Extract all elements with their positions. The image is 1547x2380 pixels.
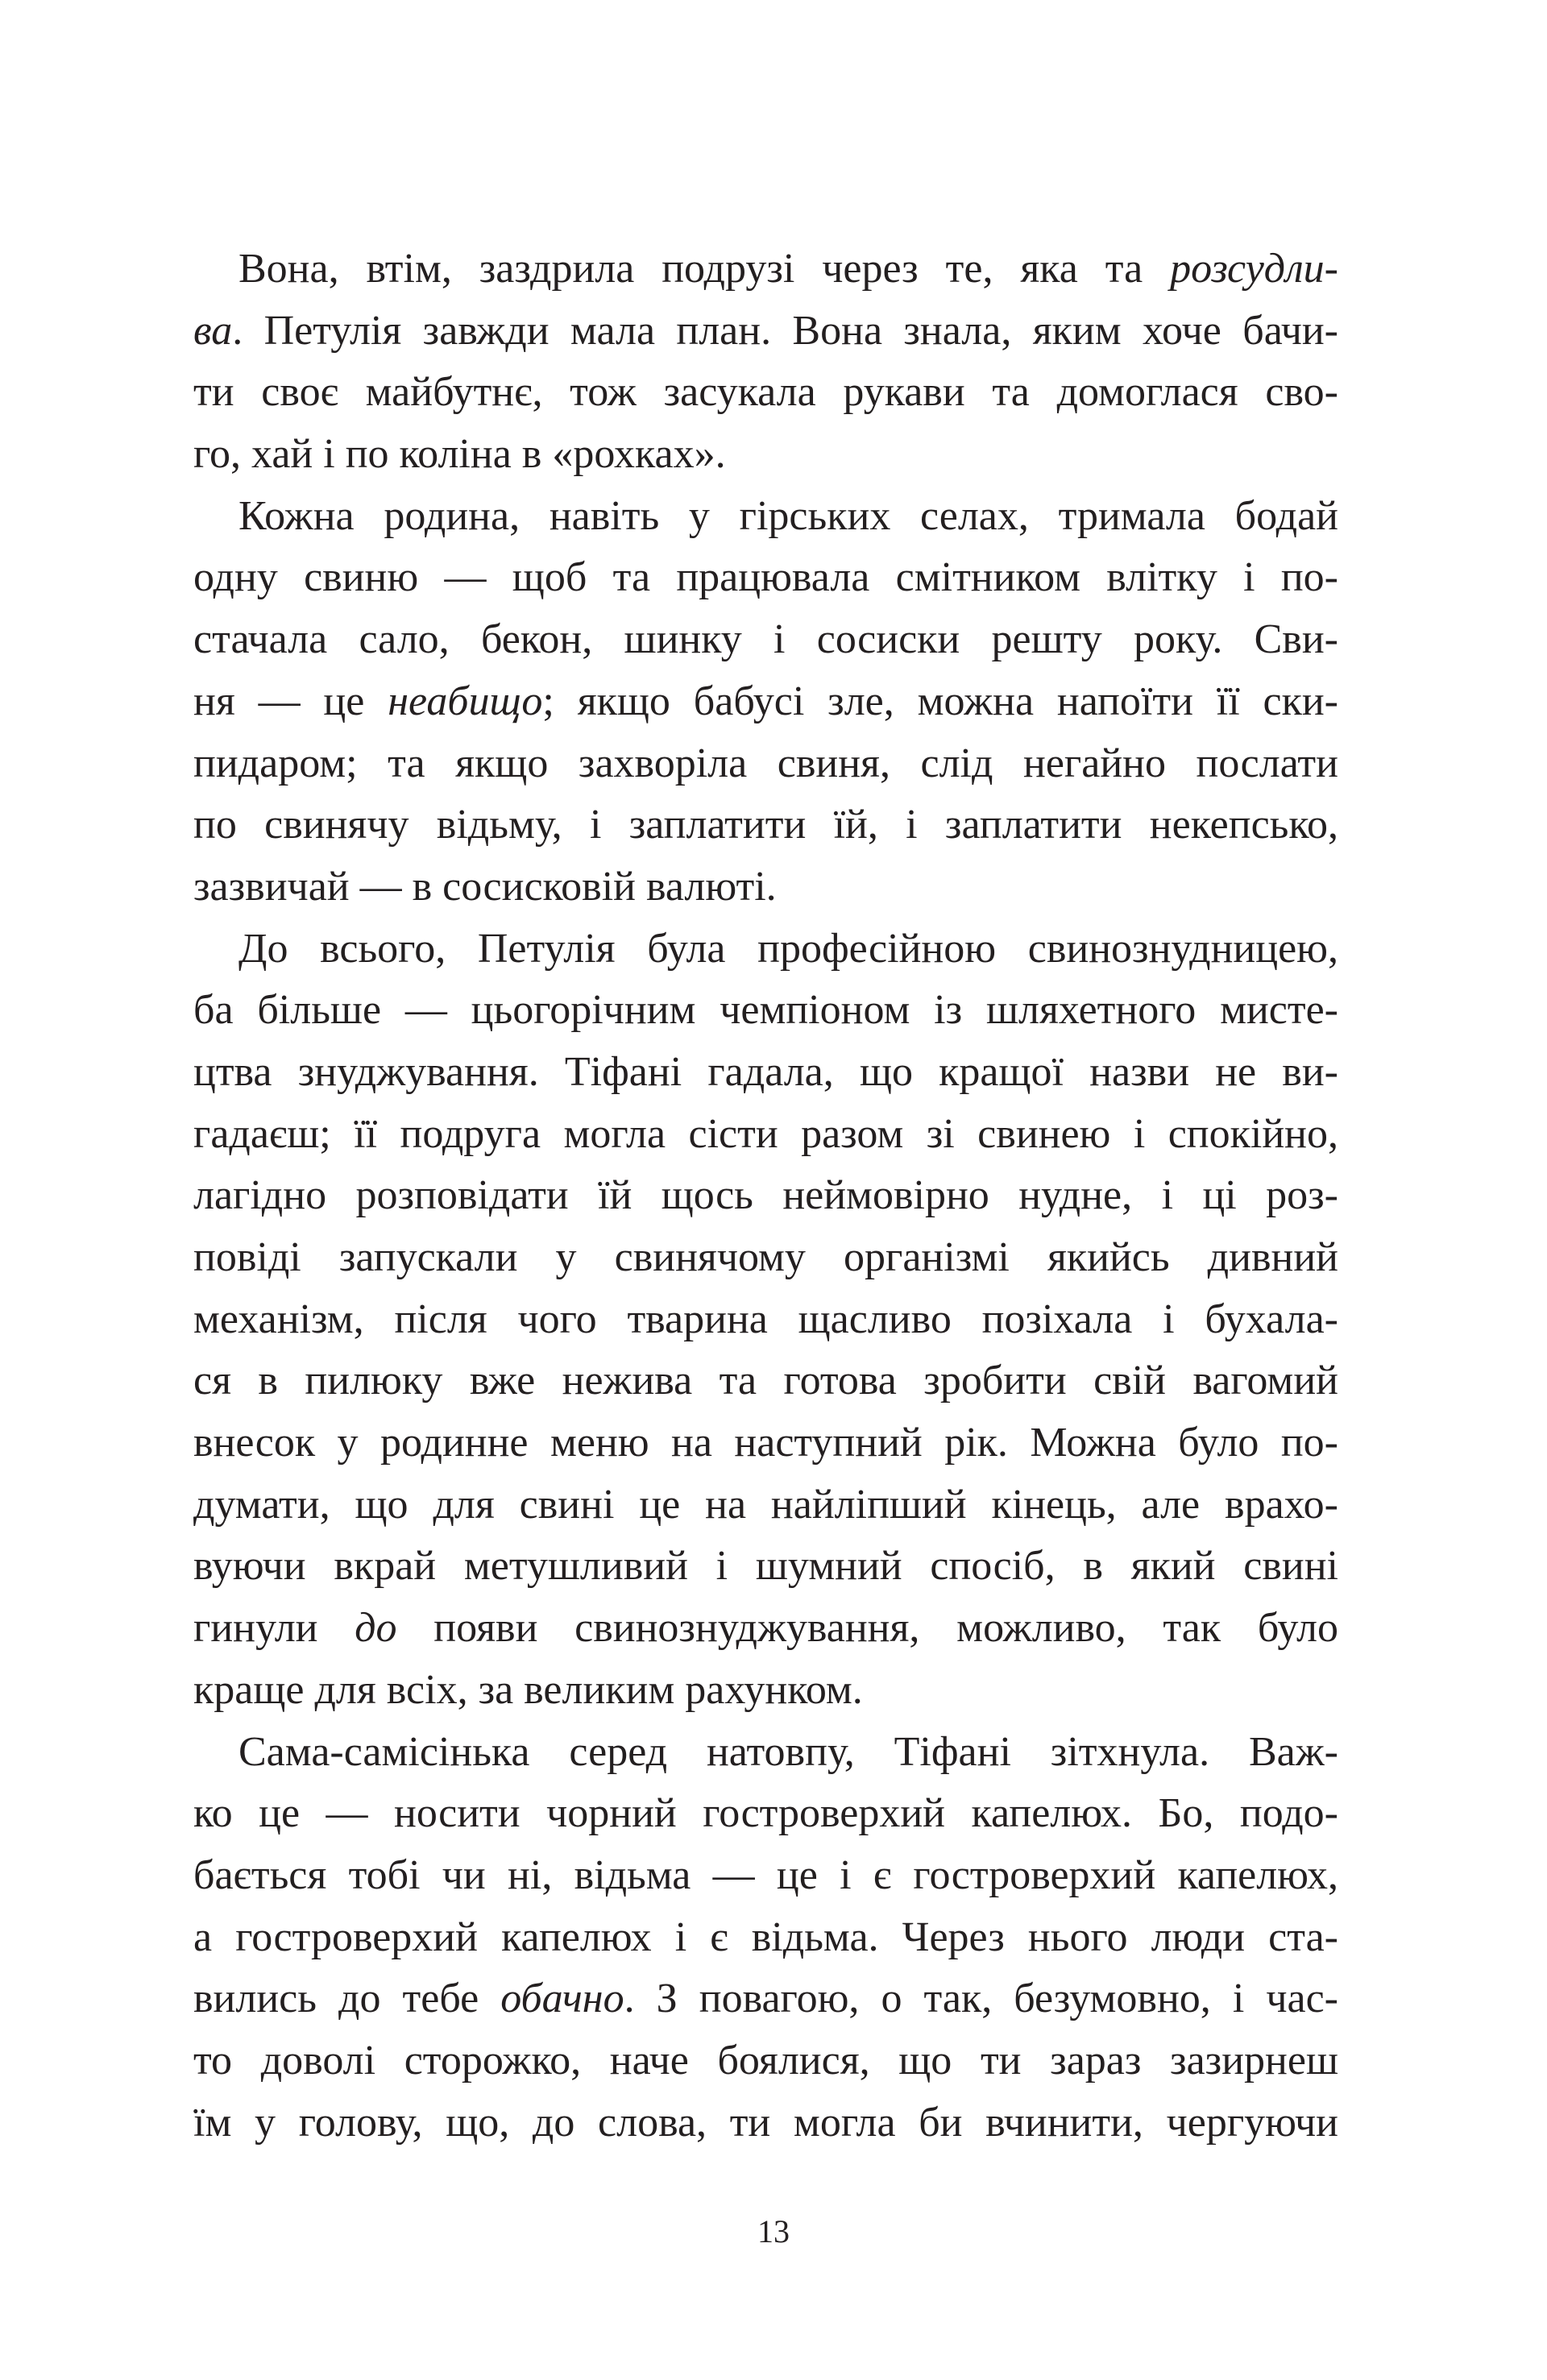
text-line: [193, 424, 1338, 486]
italic-text: до: [355, 1605, 397, 1652]
text-line: [193, 547, 1338, 609]
text-line: [193, 362, 1338, 424]
page-number: 13: [757, 2213, 790, 2249]
text-line: [193, 733, 1338, 795]
text-line: [193, 1165, 1338, 1227]
text-segment: ба більше — цьогорічним чемпіоном із шляхетного мисте-: [193, 987, 1338, 1034]
paragraph: [193, 238, 1338, 486]
text-segment: ; якщо бабусі зле, можна напоїти її ски-: [542, 678, 1338, 724]
text-segment: Сама-самісінька серед натовпу, Тіфані зітхнула. Важ-: [238, 1728, 1338, 1775]
italic-text: неабищо: [388, 678, 543, 724]
text-line: [193, 1907, 1338, 1969]
text-line: [193, 1104, 1338, 1166]
text-line: [193, 2030, 1338, 2092]
text-line: [193, 671, 1338, 733]
text-line: [193, 301, 1338, 363]
text-line: [193, 238, 1338, 301]
text-line: [193, 918, 1338, 981]
text-segment: а гостроверхий капелюх і є відьма. Через нього люди ста-: [193, 1914, 1338, 1960]
text-segment: ся в пилюку вже нежива та готова зробити свій вагомий: [193, 1358, 1338, 1404]
text-line: [193, 1474, 1338, 1536]
text-line: [193, 1536, 1338, 1598]
text-line: [193, 1289, 1338, 1351]
text-line: [193, 1598, 1338, 1660]
italic-text: обачно: [500, 1976, 624, 2022]
text-line: [193, 1783, 1338, 1845]
text-line: [193, 980, 1338, 1042]
text-segment: ко це — носити чорний гостроверхий капелюх. Бо, подо-: [193, 1790, 1338, 1837]
text-segment: ня — це: [193, 678, 388, 724]
text-segment: то доволі сторожко, наче боялися, що ти зараз зазирнеш: [193, 2037, 1338, 2084]
text-segment: вились до тебе: [193, 1976, 501, 2022]
text-line: [193, 1968, 1338, 2030]
text-line: [193, 609, 1338, 671]
text-line: [193, 1845, 1338, 1907]
body-text: [193, 238, 1338, 2154]
text-segment: внесок у родинне меню на наступний рік. Можна було по-: [193, 1420, 1338, 1466]
text-line: [193, 1660, 1338, 1722]
text-segment: думати, що для свині це на найліпший кінець, але врахо-: [193, 1481, 1338, 1528]
text-segment: го, хай і по коліна в «рохках».: [193, 431, 726, 478]
text-segment: гинули: [193, 1605, 355, 1652]
text-segment: лагідно розповідати їй щось неймовірно нудне, і ці роз-: [193, 1172, 1338, 1219]
text-segment: цтва знуджування. Тіфані гадала, що кращої назви не ви-: [193, 1048, 1338, 1095]
text-segment: . З повагою, о так, безумовно, і час-: [624, 1976, 1338, 2022]
text-segment: До всього, Петулія була професійною свинознудницею,: [238, 925, 1338, 972]
text-line: [193, 1350, 1338, 1412]
text-segment: одну свиню — щоб та працювала смітником влітку і по-: [193, 554, 1338, 601]
paragraph: [193, 918, 1338, 1722]
text-segment: ти своє майбутнє, тож засукала рукави та домоглася сво-: [193, 369, 1338, 416]
text-segment: пидаром; та якщо захворіла свиня, слід негайно послати: [193, 740, 1338, 786]
text-segment: бається тобі чи ні, відьма — це і є гостроверхий капелюх,: [193, 1851, 1338, 1898]
text-segment: появи свинознуджування, можливо, так було: [396, 1605, 1338, 1652]
text-line: [193, 1722, 1338, 1784]
text-line: [193, 2092, 1338, 2154]
text-line: [193, 794, 1338, 856]
text-segment: їм у голову, що, до слова, ти могла би вчинити, чергуючи: [193, 2099, 1338, 2146]
text-line: [193, 856, 1338, 918]
text-segment: по свинячу відьму, і заплатити їй, і заплатити некепсько,: [193, 802, 1338, 848]
text-segment: стачала сало, бекон, шинку і сосиски решту року. Сви-: [193, 616, 1338, 663]
text-line: [193, 1227, 1338, 1289]
text-segment: повіді запускали у свинячому організмі якийсь дивний: [193, 1234, 1338, 1280]
italic-text: ва: [193, 307, 233, 354]
paragraph: [193, 486, 1338, 918]
text-segment: зазвичай — в сосисковій валюті.: [193, 863, 777, 910]
text-segment: Кожна родина, навіть у гірських селах, тримала бодай: [238, 492, 1338, 539]
text-segment: краще для всіх, за великим рахунком.: [193, 1666, 863, 1713]
text-segment: гадаєш; її подруга могла сісти разом зі свинею і спокійно,: [193, 1110, 1338, 1157]
italic-text: розсудли-: [1170, 246, 1338, 292]
text-line: [193, 1042, 1338, 1104]
text-segment: . Петулія завжди мала план. Вона знала, яким хоче бачи-: [232, 307, 1338, 354]
text-line: [193, 486, 1338, 548]
text-line: [193, 1412, 1338, 1474]
text-segment: вуючи вкрай метушливий і шумний спосіб, в який свині: [193, 1543, 1338, 1590]
text-segment: Вона, втім, заздрила подрузі через те, яка та: [238, 246, 1171, 292]
text-segment: механізм, після чого тварина щасливо позіхала і бухала-: [193, 1296, 1338, 1342]
paragraph: [193, 1722, 1338, 2154]
